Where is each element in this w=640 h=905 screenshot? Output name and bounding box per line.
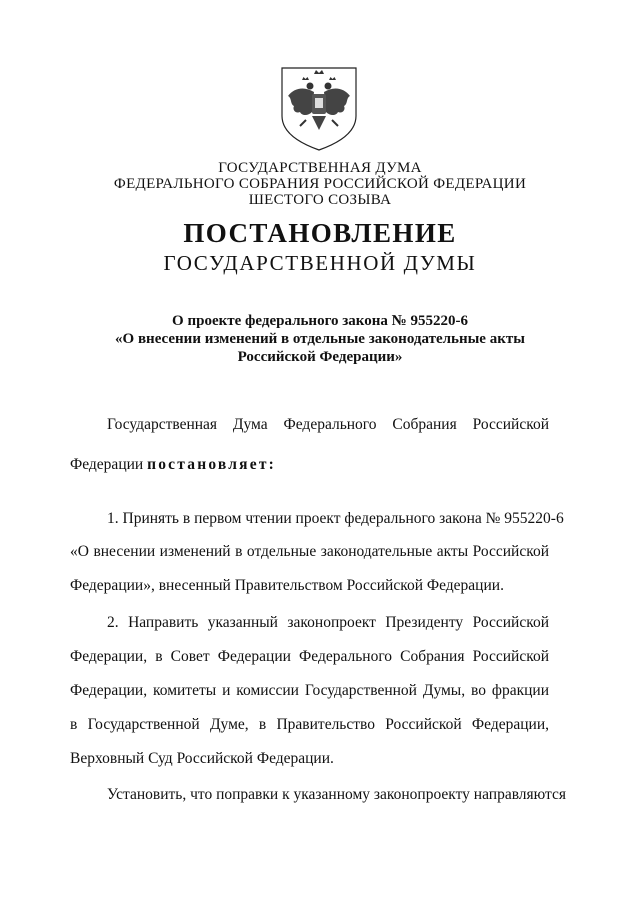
header-line-3: ШЕСТОГО СОЗЫВА bbox=[248, 192, 392, 208]
paragraph-2-line-1: 2. Направить указанный законопроект Президенту Российской bbox=[107, 614, 549, 631]
paragraph-1-line-2: «О внесении изменений в отдельные законодательные акты Российской bbox=[70, 543, 549, 560]
intro-text: Федерации bbox=[70, 456, 148, 473]
page-title: ПОСТАНОВЛЕНИЕ bbox=[183, 218, 457, 248]
resolution-verb: постановляет: bbox=[147, 456, 276, 473]
paragraph-3-line-1: Установить, что поправки к указанному законопроекту направляются bbox=[107, 786, 567, 803]
caption-line-3: Российской Федерации» bbox=[237, 349, 403, 365]
paragraph-1-line-1: 1. Принять в первом чтении проект федерального закона № 955220-6 bbox=[107, 510, 564, 527]
intro-line-1: Государственная Дума Федерального Собрания Российской bbox=[107, 416, 549, 433]
paragraph-2-line-5: Верховный Суд Российской Федерации. bbox=[70, 750, 334, 767]
paragraph-2-line-4: в Государственной Думе, в Правительство Российской Федерации, bbox=[70, 716, 549, 733]
header-line-2: ФЕДЕРАЛЬНОГО СОБРАНИЯ РОССИЙСКОЙ ФЕДЕРАЦИИ bbox=[113, 176, 527, 192]
header-line-1: ГОСУДАРСТВЕННАЯ ДУМА bbox=[218, 160, 422, 176]
page-subtitle: ГОСУДАРСТВЕННОЙ ДУМЫ bbox=[163, 251, 477, 275]
state-emblem-icon bbox=[274, 64, 364, 152]
caption-line-2: «О внесении изменений в отдельные законодательные акты bbox=[115, 331, 525, 347]
paragraph-1-line-3: Федерации», внесенный Правительством Российской Федерации. bbox=[70, 577, 504, 594]
paragraph-2-line-2: Федерации, в Совет Федерации Федерального Собрания Российской bbox=[70, 648, 549, 665]
intro-line-2 bbox=[70, 456, 549, 474]
paragraph-2-line-3: Федерации, комитеты и комиссии Государственной Думы, во фракции bbox=[70, 682, 549, 699]
caption-line-1: О проекте федерального закона № 955220-6 bbox=[172, 313, 468, 329]
